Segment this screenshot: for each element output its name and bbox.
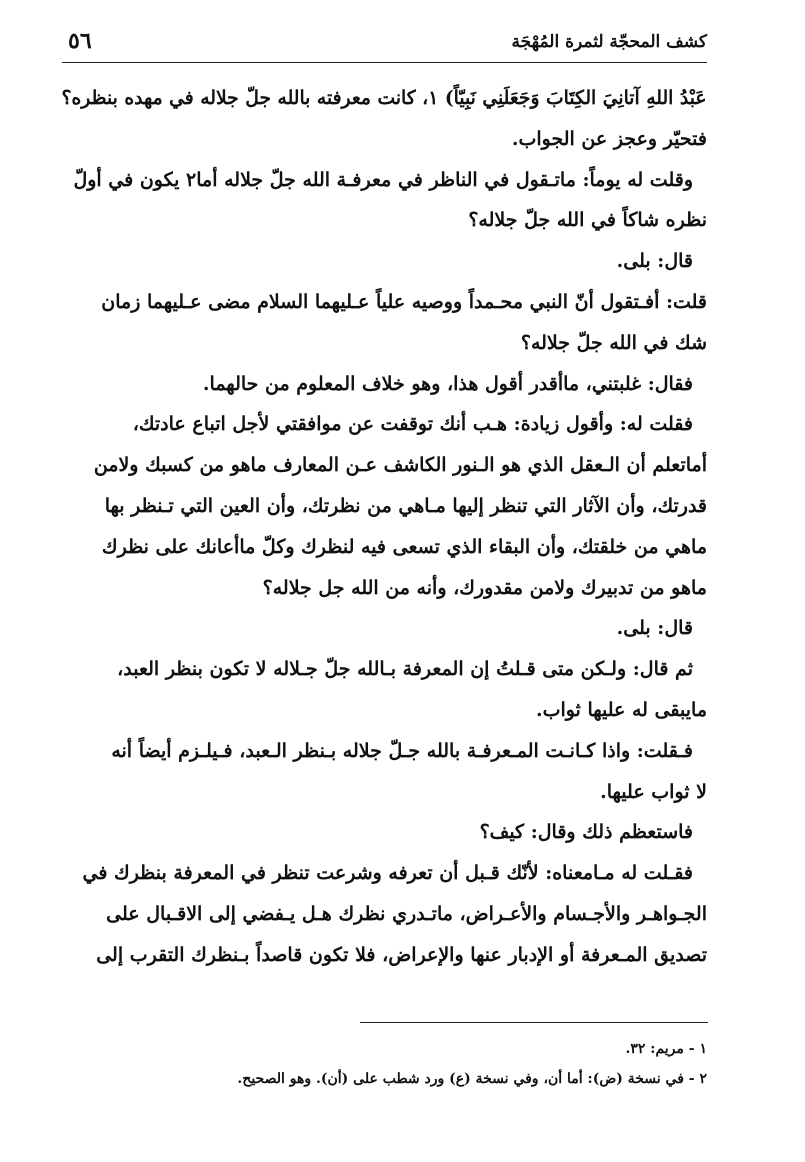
text-line: أماتعلم أن الـعقل الذي هو الـنور الكاشف عـن المعارف ماهو من كسبك ولامن [93, 454, 707, 477]
footnotes [62, 1034, 707, 1094]
text-line: قال: بلى. [616, 617, 693, 640]
page-number: ٥٦ [68, 28, 92, 54]
text-line: تصديق المـعرفة أو الإدبار عنها والإعراض، فلا تكون قاصداً بـنظرك التقرب إلى [96, 943, 707, 966]
footnote-separator [360, 1022, 708, 1023]
text-line: ماهي من خلقتك، وأن البقاء الذي تسعى فيه لنظرك وكلّ ماأعانك على نظرك [101, 535, 707, 558]
footnote: ٢ - في نسخة (ض): أما أن، وفي نسخة (ع) ورد شطب على (أن). وهو الصحيح. [237, 1071, 707, 1087]
main-text [62, 78, 707, 976]
text-line: ماهو من تدبيرك ولامن مقدورك، وأنه من الله جل جلاله؟ [262, 576, 707, 599]
footnote: ١ - مريم: ٣٢. [625, 1041, 707, 1057]
text-line: فاستعظم ذلك وقال: كيف؟ [479, 821, 693, 844]
text-line: عَبْدُ اللهِ آتانِيَ الكِتَابَ وَجَعَلَنِي نَبِيّاً) ١، كانت معرفته بالله جلّ جلاله في مهده بنظره؟ [62, 87, 707, 109]
text-line: مايبقى له عليها ثواب. [535, 698, 707, 721]
text-line: الجـواهـر والأجـسام والأعـراض، ماتـدري نظرك هـل يـفضي إلى الاقـبال على [106, 902, 707, 925]
text-line: ثم قال: ولـكن متى قـلتُ إن المعرفة بـالله جلّ جـلاله لا تكون بنظر العبد، [117, 658, 693, 681]
page-header [62, 22, 707, 63]
running-title: كشف المحجّة لثمرة المُهْجَة [511, 32, 707, 52]
text-line: شك في الله جلّ جلاله؟ [520, 331, 707, 354]
text-line: فـقلت: واذا كـانـت المـعرفـة بالله جـلّ جلاله بـنظر الـعبد، فـيلـزم أيضاً أنه [111, 739, 693, 762]
text-line: قلت: أفـتقول أنّ النبي محـمداً ووصيه علياً عـليهما السلام مضى عـليهما زمان [101, 290, 707, 313]
text-line: فتحيّر وعجز عن الجواب. [511, 127, 707, 150]
text-line: قال: بلى. [616, 250, 693, 273]
text-line: لا ثواب عليها. [600, 780, 707, 803]
text-line: فقال: غلبتني، ماأقدر أقول هذا، وهو خلاف المعلوم من حالهما. [202, 372, 693, 395]
text-line: نظره شاكاً في الله جلّ جلاله؟ [468, 209, 707, 232]
text-line: قدرتك، وأن الآثار التي تنظر إليها مـاهي من نظرتك، وأن العين التي تـنظر بها [104, 494, 707, 517]
text-line: وقلت له يوماً: ماتـقول في الناظر في معرفـة الله جلّ جلاله أما٢ يكون في أولّ [73, 168, 693, 191]
text-line: فقلت له: وأقول زيادة: هـب أنك توقفت عن موافقتي لأجل اتباع عادتك، [132, 413, 693, 436]
text-line: فقـلت له مـامعناه: لأنّك قـبل أن تعرفه وشرعت تنظر في المعرفة بنظرك في [82, 862, 693, 885]
